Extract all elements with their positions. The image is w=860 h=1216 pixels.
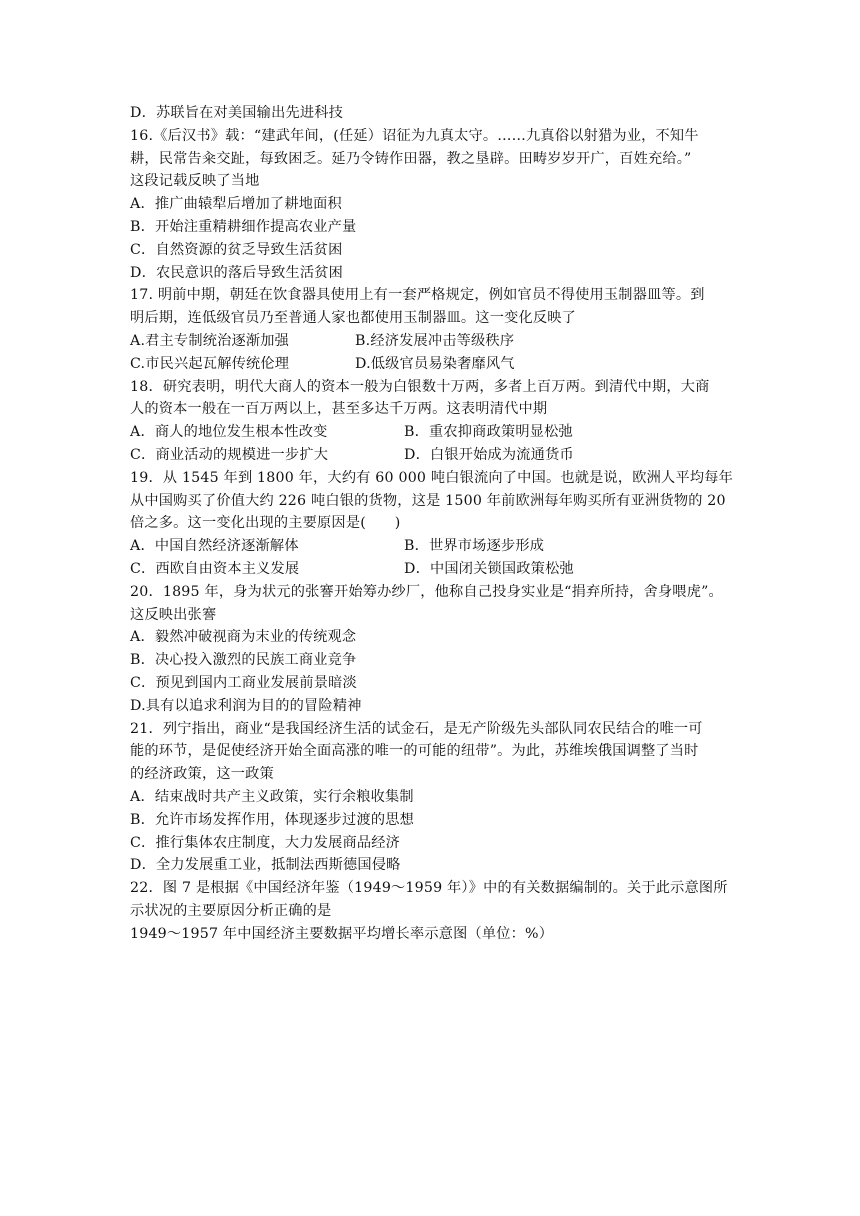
question-21	[130, 718, 730, 878]
q21-stem-line: 21．列宁指出，商业“是我国经济生活的试金石，是无产阶级先头部队同农民结合的唯一可	[130, 720, 703, 737]
q21-option-c: C．推行集体农庄制度，大力发展商品经济	[130, 834, 401, 851]
q18-options-row	[130, 444, 730, 467]
q20-stem-line: 20．1895 年，身为状元的张謇开始筹办纱厂，他称自己投身实业是“捐弃所持，舍身喂虎”。	[130, 583, 723, 600]
q17-options-row	[130, 353, 730, 376]
q22-stem-line: 22．图 7 是根据《中国经济年鉴（1949～1959 年）》中的有关数据编制的。关于此示意图所	[130, 880, 728, 897]
q17-stem-line: 17. 明前中期，朝廷在饮食器具使用上有一套严格规定，例如官员不得使用玉制器皿等。到	[130, 287, 705, 304]
q21-option-a: A．结束战时共产主义政策，实行余粮收集制	[130, 788, 414, 805]
q17-stem-line: 明后期，连低级官员乃至普通人家也都使用玉制器皿。这一变化反映了	[130, 310, 577, 327]
q19-option-d: D．中国闭关锁国政策松弛	[404, 560, 574, 577]
q19-options-row	[130, 535, 730, 558]
question-19	[130, 467, 733, 581]
q21-stem-line: 的经济政策，这一政策	[130, 766, 274, 783]
q16-option-b: B．开始注重精耕细作提高农业产量	[130, 218, 357, 235]
q22-figure-caption: 1949～1957 年中国经济主要数据平均增长率示意图（单位：%）	[130, 925, 554, 942]
q21-option-d: D．全力发展重工业，抵制法西斯德国侵略	[130, 857, 401, 874]
q18-option-a: A．商人的地位发生根本性改变	[130, 424, 328, 441]
q19-stem-line: 19．从 1545 年到 1800 年，大约有 60 000 吨白银流向了中国。也就是说，欧洲人平均每年	[130, 469, 733, 486]
q16-option-d: D．农民意识的落后导致生活贫困	[130, 264, 344, 281]
q20-option-c: C．预见到国内工商业发展前景暗淡	[130, 674, 357, 691]
q17-options-row	[130, 330, 730, 353]
q18-options-row	[130, 421, 730, 444]
q16-option-a: A．推广曲辕犁后增加了耕地面积	[130, 196, 342, 213]
q21-option-b: B．允许市场发挥作用，体现逐步过渡的思想	[130, 811, 414, 828]
q19-option-c: C．西欧自由资本主义发展	[130, 560, 300, 577]
q20-option-d: D.具有以追求利润为目的的冒险精神	[130, 697, 362, 714]
q19-stem-line: 倍之多。这一变化出现的主要原因是( )	[130, 515, 401, 532]
q17-option-d: D.低级官员易染奢靡风气	[355, 355, 515, 372]
q16-stem-line: 16.《后汉书》载：“建武年间，(任延）诏征为九真太守。……九真俗以射猎为业，不知牛	[130, 127, 699, 144]
q20-stem-line: 这反映出张謇	[130, 606, 217, 623]
q17-option-b: B.经济发展冲击等级秩序	[355, 332, 515, 349]
q17-option-a: A.君主专制统治逐渐加强	[130, 332, 290, 349]
q20-option-a: A．毅然冲破视商为末业的传统观念	[130, 629, 357, 646]
question-20	[130, 581, 730, 718]
q21-stem-line: 能的环节，是促使经济开始全面高涨的唯一的可能的纽带”。为此，苏维埃俄国调整了当时	[130, 743, 699, 760]
q15-option-d: D．苏联旨在对美国输出先进科技	[130, 105, 344, 121]
q19-stem-line: 从中国购买了价值大约 226 吨白银的货物，这是 1500 年前欧洲每年购买所有亚洲货物的 20	[130, 492, 726, 509]
q19-option-b: B．世界市场逐步形成	[404, 538, 545, 555]
q18-stem-line: 人的资本一般在一百万两以上，甚至多达千万两。这表明清代中期	[130, 401, 548, 418]
question-18	[130, 376, 730, 467]
question-16	[130, 125, 730, 285]
exam-page	[130, 102, 733, 945]
q18-option-b: B．重农抑商政策明显松弛	[404, 424, 573, 441]
q16-stem-line: 这段记载反映了当地	[130, 173, 260, 190]
question-22	[130, 877, 730, 945]
question-17	[130, 284, 730, 375]
q22-stem-line: 示状况的主要原因分析正确的是	[130, 902, 332, 919]
q17-option-c: C.市民兴起瓦解传统伦理	[130, 355, 290, 372]
q18-option-c: C．商业活动的规模进一步扩大	[130, 446, 329, 463]
q18-stem-line: 18．研究表明，明代大商人的资本一般为白银数十万两，多者上百万两。到清代中期，大商	[130, 378, 710, 395]
q20-option-b: B．决心投入激烈的民族工商业竞争	[130, 652, 357, 669]
q19-option-a: A．中国自然经济逐渐解体	[130, 538, 299, 555]
q19-options-row	[130, 558, 730, 581]
q16-stem-line: 耕，民常告籴交趾，每致困乏。延乃令铸作田器，教之垦辟。田畴岁岁开广，百姓充给。”	[130, 150, 692, 167]
q16-option-c: C．自然资源的贫乏导致生活贫困	[130, 241, 343, 258]
q18-option-d: D．白银开始成为流通货币	[404, 446, 574, 463]
